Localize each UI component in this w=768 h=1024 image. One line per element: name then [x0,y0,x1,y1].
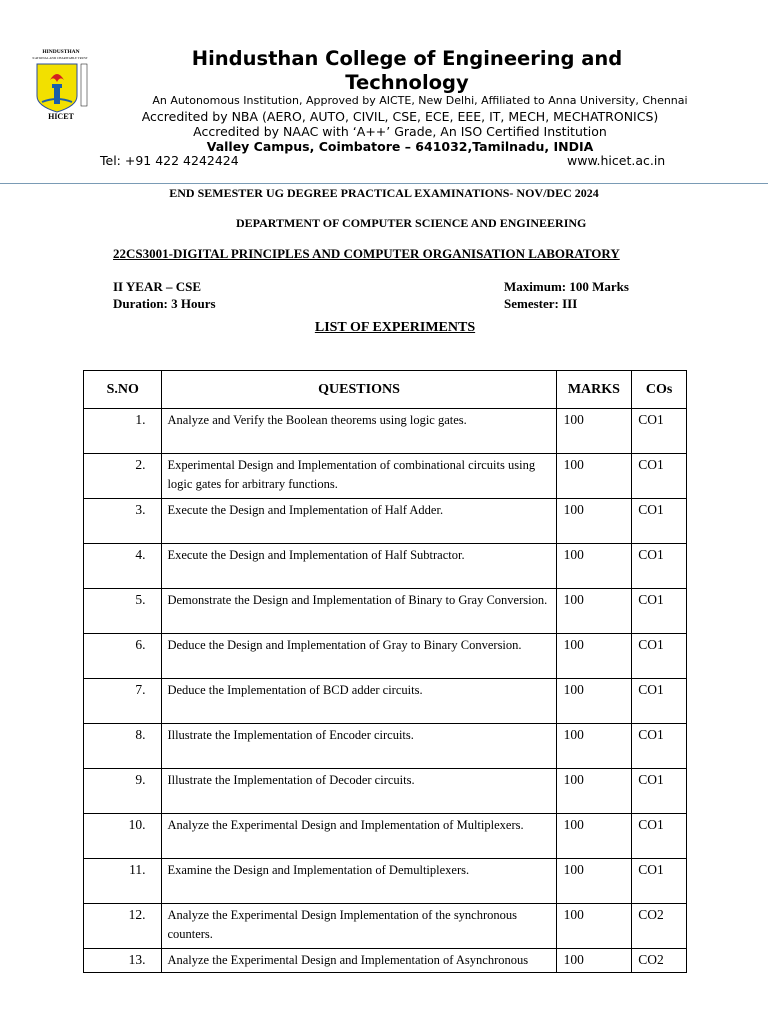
co-cell: CO1 [632,679,687,724]
co-cell: CO1 [632,454,687,499]
question-cell: Execute the Design and Implementation of Half Adder. [162,499,556,544]
sno-cell: 6. [84,634,162,679]
co-cell: CO2 [632,949,687,973]
table-row [84,679,687,724]
table-row [84,814,687,859]
table-row [84,859,687,904]
header-sno: S.NO [84,371,162,409]
exam-title: END SEMESTER UG DEGREE PRACTICAL EXAMINATIONS- NOV/DEC 2024 [169,186,599,200]
marks-cell: 100 [556,409,632,454]
table-row [84,724,687,769]
marks-cell: 100 [556,454,632,499]
co-cell: CO1 [632,769,687,814]
year: II YEAR – CSE [113,279,202,294]
logo-text-bottom: HICET [48,112,74,120]
question-cell: Analyze the Experimental Design Implementation of the synchronous counters. [162,904,556,949]
question-cell: Deduce the Design and Implementation of Gray to Binary Conversion. [162,634,556,679]
max-marks: Maximum: 100 Marks [504,279,629,294]
table-row [84,904,687,949]
co-cell: CO1 [632,634,687,679]
marks-cell: 100 [556,589,632,634]
co-cell: CO1 [632,499,687,544]
marks-cell: 100 [556,949,632,973]
header-line-2: Accredited by NBA (AERO, AUTO, CIVIL, CSE, ECE, EEE, IT, MECH, MECHATRONICS) [141,109,659,124]
table-header-row [84,371,687,409]
marks-cell: 100 [556,679,632,724]
semester: Semester: III [504,296,578,311]
question-cell: Demonstrate the Design and Implementation of Binary to Gray Conversion. [162,589,556,634]
marks-cell: 100 [556,814,632,859]
sno-cell: 13. [84,949,162,973]
website: www.hicet.ac.in [567,153,666,168]
co-cell: CO1 [632,409,687,454]
marks-cell: 100 [556,724,632,769]
header-line-1: An Autonomous Institution, Approved by AICTE, New Delhi, Affiliated to Anna University, Chennai [152,94,688,107]
marks-cell: 100 [556,904,632,949]
duration: Duration: 3 Hours [113,296,216,311]
question-cell: Illustrate the Implementation of Decoder circuits. [162,769,556,814]
question-cell: Analyze and Verify the Boolean theorems using logic gates. [162,409,556,454]
marks-cell: 100 [556,544,632,589]
header-questions: QUESTIONS [162,371,556,409]
department: DEPARTMENT OF COMPUTER SCIENCE AND ENGINEERING [236,216,587,230]
sno-cell: 4. [84,544,162,589]
question-cell: Execute the Design and Implementation of Half Subtractor. [162,544,556,589]
table-row [84,589,687,634]
logo-text-sub: EDUCATIONAL AND CHARITABLE TRUST [32,56,88,60]
header-cos: COs [632,371,687,409]
co-cell: CO1 [632,544,687,589]
header-line-3: Accredited by NAAC with ‘A++’ Grade, An ISO Certified Institution [193,124,607,139]
course-title: 22CS3001-DIGITAL PRINCIPLES AND COMPUTER ORGANISATION LABORATORY [113,246,620,261]
table-row [84,634,687,679]
sno-cell: 3. [84,499,162,544]
sno-cell: 10. [84,814,162,859]
logo-text-top: HINDUSTHAN [42,49,80,55]
co-cell: CO1 [632,589,687,634]
marks-cell: 100 [556,769,632,814]
sno-cell: 5. [84,589,162,634]
co-cell: CO1 [632,859,687,904]
college-logo [32,48,90,120]
marks-cell: 100 [556,499,632,544]
college-name: Hindusthan College of Engineering and Technology [191,47,623,94]
question-cell: Analyze the Experimental Design and Implementation of Asynchronous [162,949,556,973]
question-cell: Deduce the Implementation of BCD adder circuits. [162,679,556,724]
table-row [84,769,687,814]
sno-cell: 1. [84,409,162,454]
table-row [84,544,687,589]
telephone: Tel: +91 422 4242424 [100,153,239,168]
question-cell: Examine the Design and Implementation of Demultiplexers. [162,859,556,904]
sno-cell: 2. [84,454,162,499]
table-row [84,409,687,454]
sno-cell: 11. [84,859,162,904]
sno-cell: 9. [84,769,162,814]
co-cell: CO2 [632,904,687,949]
sno-cell: 8. [84,724,162,769]
co-cell: CO1 [632,724,687,769]
table-row [84,949,687,973]
header-line-4: Valley Campus, Coimbatore – 641032,Tamilnadu, INDIA [206,139,594,154]
sno-cell: 12. [84,904,162,949]
marks-cell: 100 [556,859,632,904]
experiments-table [83,370,687,973]
sno-cell: 7. [84,679,162,724]
list-title: LIST OF EXPERIMENTS [314,320,476,335]
header-marks: MARKS [556,371,632,409]
table-row [84,499,687,544]
co-cell: CO1 [632,814,687,859]
table-row [84,454,687,499]
question-cell: Experimental Design and Implementation of combinational circuits using logic gates for arbitrary functions. [162,454,556,499]
question-cell: Analyze the Experimental Design and Implementation of Multiplexers. [162,814,556,859]
question-cell: Illustrate the Implementation of Encoder circuits. [162,724,556,769]
marks-cell: 100 [556,634,632,679]
header-divider [0,183,768,184]
